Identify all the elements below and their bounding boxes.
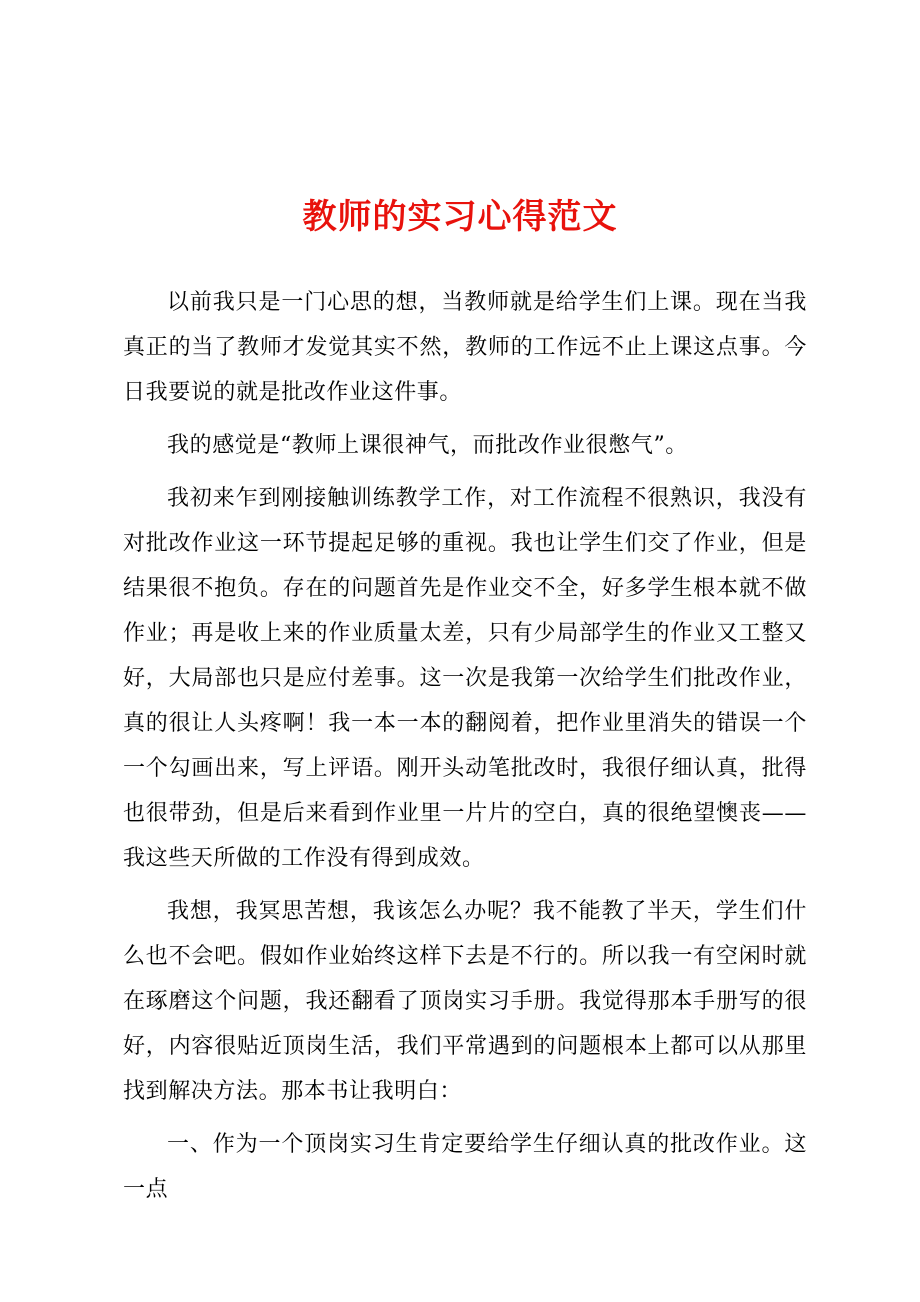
document-body — [123, 280, 807, 1220]
paragraph: 一、作为一个顶岗实习生肯定要给学生仔细认真的批改作业。这一点 — [123, 1132, 807, 1202]
paragraph: 我的感觉是“教师上课很神气，而批改作业很憋气”。 — [167, 433, 688, 458]
document-title: 教师的实习心得范文 — [302, 197, 618, 237]
paragraph: 我初来乍到刚接触训练教学工作，对工作流程不很熟识，我没有对批改作业这一环节提起足够的重视。我也让学生们交了作业，但是结果很不抱负。存在的问题首先是作业交不全，好多学生根本就不做作业；再是收上来的作业质量太差，只有少局部学生的作业又工整又好，大局部也只是应付差事。这一次是我第一次给学生们批改作业，真的很让人头疼啊！我一本一本的翻阅着，把作业里消失的错误一个一个勾画出来，写上评语。刚开头动笔批改时，我很仔细认真，批得也很带劲，但是后来看到作业里一片片的空白，真的很绝望懊丧——我这些天所做的工作没有得到成效。 — [123, 486, 807, 871]
paragraph: 我想，我冥思苦想，我该怎么办呢？我不能教了半天，学生们什么也不会吧。假如作业始终这样下去是不行的。所以我一有空闲时就在琢磨这个问题，我还翻看了顶岗实习手册。我觉得那本手册写的很好，内容很贴近顶岗生活，我们平常遇到的问题根本上都可以从那里找到解决方法。那本书让我明白： — [123, 899, 807, 1104]
paragraph: 以前我只是一门心思的想，当教师就是给学生们上课。现在当我真正的当了教师才发觉其实不然，教师的工作远不止上课这点事。今日我要说的就是批改作业这件事。 — [123, 290, 807, 405]
